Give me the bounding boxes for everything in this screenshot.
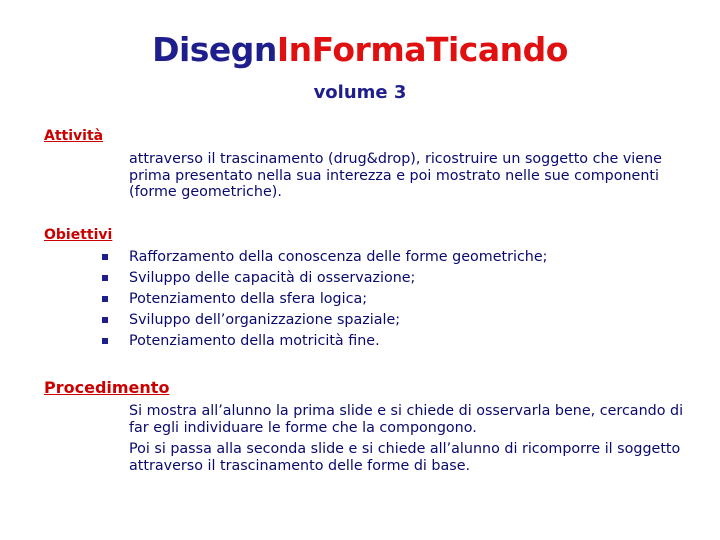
heading-procedimento: Procedimento [44,378,170,397]
title-part-informaticando: InFormaTicando [276,30,568,69]
procedimento-text-2: Poi si passa alla seconda slide e si chiede all’alunno di ricomporre il soggetto attraverso il trascinamento delle forme di base. [129,441,681,474]
square-bullet-icon [102,296,108,302]
square-bullet-icon [102,317,108,323]
list-item [100,247,547,268]
title-part-disegn: Disegn [152,30,277,69]
list-item-text: Sviluppo delle capacità di osservazione; [129,270,416,286]
list-item [100,268,547,289]
attivita-text: attraverso il trascinamento (drug&drop), ricostruire un soggetto che viene prima presentato nella sua interezza e poi mostrato nelle sue componenti (forme geometriche). [129,151,662,200]
list-item-text: Sviluppo dell’organizzazione spaziale; [129,312,401,328]
list-item [100,331,547,352]
square-bullet-icon [102,338,108,344]
slide-subtitle: volume 3 [313,82,407,103]
list-item-text: Potenziamento della motricità fine. [129,333,380,349]
procedimento-text-1: Si mostra all’alunno la prima slide e si chiede di osservarla bene, cercando di far egli individuare le forme che la compongono. [129,403,684,436]
list-item-text: Potenziamento della sfera logica; [129,291,368,307]
heading-attivita: Attività [44,128,104,144]
list-item-text: Rafforzamento della conoscenza delle forme geometriche; [129,249,548,265]
obiettivi-list [100,247,547,352]
square-bullet-icon [102,275,108,281]
list-item [100,289,547,310]
square-bullet-icon [102,254,108,260]
slide-title [0,30,720,69]
heading-obiettivi: Obiettivi [44,227,113,243]
list-item [100,310,547,331]
